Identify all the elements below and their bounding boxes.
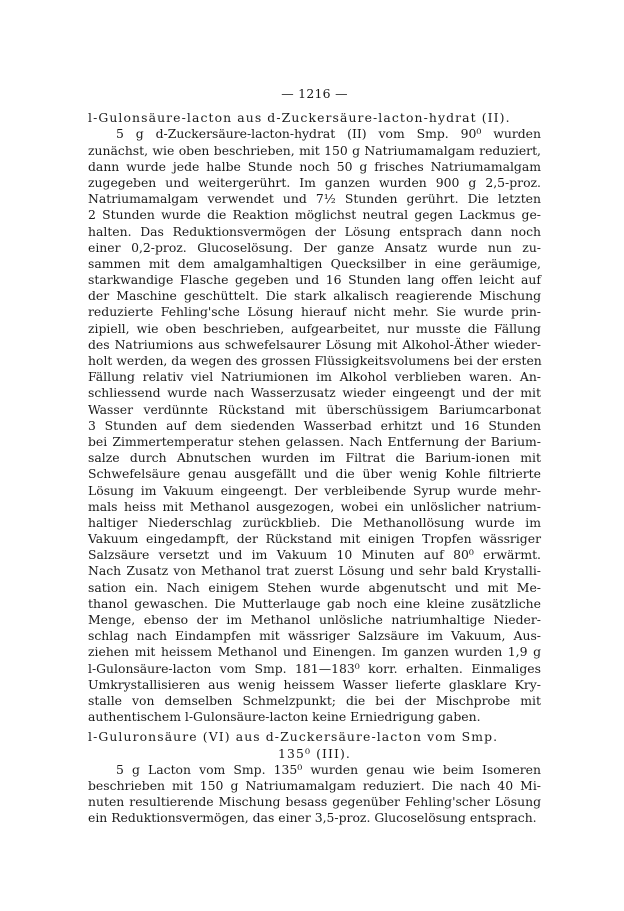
text-line: Schwefelsäure genau ausgefällt und die über wenig Kohle filtrierte: [88, 466, 541, 482]
text-line: schliessend wurde nach Wasserzusatz wieder eingeengt und der mit: [88, 385, 541, 401]
text-line: 5 g d-Zuckersäure-lacton-hydrat (II) vom Smp. 90⁰ wurden: [116, 126, 541, 142]
text-line: l-Gulonsäure-lacton vom Smp. 181—183⁰ korr. erhalten. Einmaliges: [88, 660, 541, 676]
text-line: halten. Das Reduktionsvermögen der Lösung entsprach dann noch: [88, 223, 541, 239]
text-line: zugegeben und weitergerührt. Im ganzen wurden 900 g 2,5-proz.: [88, 174, 541, 190]
text-line: haltiger Niederschlag zurückblieb. Die Methanollösung wurde im: [88, 514, 541, 530]
text-line: authentischem l-Gulonsäure-lacton keine Erniedrigung gaben.: [88, 709, 481, 725]
text-line: einer 0,2-proz. Glucoselösung. Der ganze Ansatz wurde nun zu-: [88, 239, 541, 255]
text-line: 3 Stunden auf dem siedenden Wasserbad erhitzt und 16 Stunden: [88, 417, 541, 433]
text-line: Nach Zusatz von Methanol trat zuerst Lösung und sehr bald Krystalli-: [88, 563, 541, 579]
text-line: 5 g Lacton vom Smp. 135⁰ wurden genau wie beim Isomeren: [116, 761, 541, 777]
text-line: starkwandige Flasche gegeben und 16 Stunden lang offen leicht auf: [88, 272, 541, 288]
section-heading-gulonic-lactone: l-Gulonsäure-lacton aus d-Zuckersäure-lacton-hydrat (II).: [88, 110, 511, 126]
text-line: reduzierte Fehling'sche Lösung hierauf nicht mehr. Sie wurde prin-: [88, 304, 541, 320]
text-line: bei Zimmertemperatur stehen gelassen. Nach Entfernung der Barium-: [88, 433, 541, 449]
text-line: dann wurde jede halbe Stunde noch 50 g frisches Natriumamalgam: [88, 158, 541, 174]
text-line: schlag nach Eindampfen mit wässriger Salzsäure im Vakuum, Aus-: [88, 628, 541, 644]
paragraph-guluronic-acid-procedure: [88, 762, 541, 827]
text-line: Natriumamalgam verwendet und 7½ Stunden gerührt. Die letzten: [88, 191, 541, 207]
text-line: der Maschine geschüttelt. Die stark alkalisch reagierende Mischung: [88, 288, 541, 304]
text-line: 2 Stunden wurde die Reaktion möglichst neutral gegen Lackmus ge-: [88, 207, 541, 223]
text-line: Umkrystallisieren aus wenig heissem Wasser lieferte glasklare Kry-: [88, 676, 541, 692]
text-line: Vakuum eingedampft, der Rückstand mit einigen Tropfen wässriger: [88, 531, 541, 547]
text-line: beschrieben mit 150 g Natriumamalgam reduziert. Die nach 40 Mi-: [88, 777, 541, 793]
text-line: Salzsäure versetzt und im Vakuum 10 Minuten auf 80⁰ erwärmt.: [88, 547, 541, 563]
text-line: ziehen mit heissem Methanol und Einengen. Im ganzen wurden 1,9 g: [88, 644, 541, 660]
text-line: Lösung im Vakuum eingeengt. Der verbleibende Syrup wurde mehr-: [88, 482, 541, 498]
text-line: ein Reduktionsvermögen, das einer 3,5-proz. Glucoselösung entsprach.: [88, 810, 537, 826]
text-line: sation ein. Nach einigem Stehen wurde abgenutscht und mit Me-: [88, 579, 541, 595]
text-line: salze durch Abnutschen wurden im Filtrat die Barium-ionen mit: [88, 450, 541, 466]
text-line: nuten resultierende Mischung besass gegenüber Fehling'scher Lösung: [88, 794, 541, 810]
text-line: stalle von demselben Schmelzpunkt; die bei der Mischprobe mit: [88, 692, 541, 708]
text-line: sammen mit dem amalgamhaltigen Quecksilber in eine geräumige,: [88, 255, 541, 271]
document-page: [88, 86, 541, 826]
section-heading-guluronic-acid: l-Guluronsäure (VI) aus d-Zuckersäure-lacton vom Smp.: [88, 729, 499, 745]
text-line: Menge, ebenso der im Methanol unlösliche natriumhaltige Nieder-: [88, 612, 541, 627]
text-line: des Natriumions aus schwefelsaurer Lösung mit Alkohol-Äther wieder-: [88, 336, 541, 352]
section-heading-guluronic-acid-cont: 135⁰ (III).: [278, 745, 351, 761]
text-line: thanol gewaschen. Die Mutterlauge gab noch eine kleine zusätzliche: [88, 595, 541, 611]
paragraph-gulonic-lactone-procedure: [88, 126, 541, 725]
page-number: — 1216 —: [281, 86, 348, 101]
text-line: holt werden, da wegen des grossen Flüssigkeitsvolumens bei der ersten: [88, 353, 542, 368]
text-line: Wasser verdünnte Rückstand mit überschüssigem Bariumcarbonat: [88, 401, 541, 417]
text-line: zipiell, wie oben beschrieben, aufgearbeitet, nur musste die Fällung: [88, 320, 541, 336]
text-line: Fällung relativ viel Natriumionen im Alkohol verblieben waren. An-: [88, 369, 541, 385]
text-line: zunächst, wie oben beschrieben, mit 150 g Natriumamalgam reduziert,: [88, 142, 541, 158]
text-line: mals heiss mit Methanol ausgezogen, wobei ein unlöslicher natrium-: [88, 498, 541, 514]
